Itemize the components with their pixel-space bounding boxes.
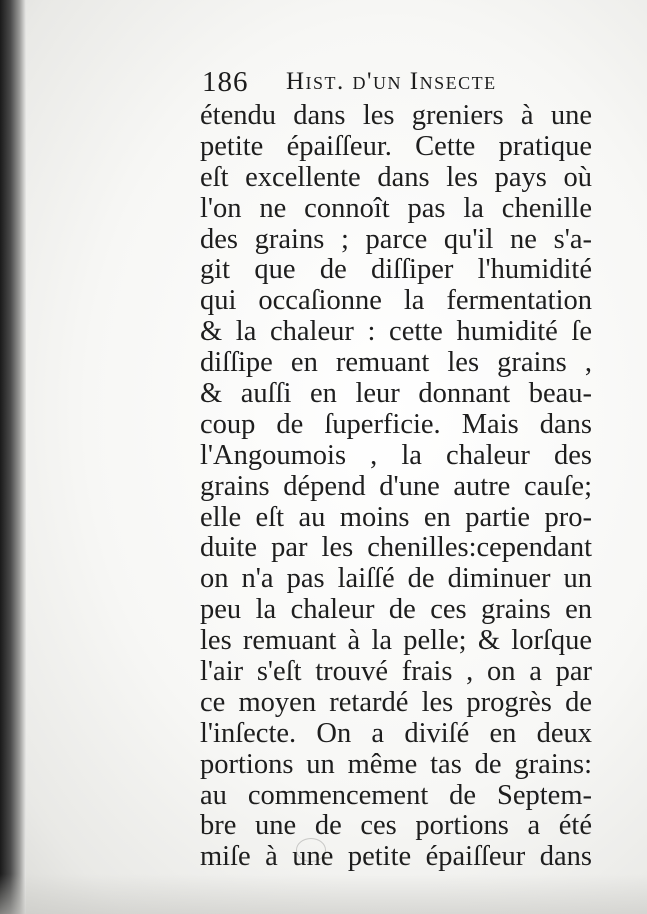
text-line: l'inſecte. On a diviſé en deux (200, 718, 592, 749)
text-line: grains dépend d'une autre cauſe; (200, 471, 592, 502)
text-line: ce moyen retardé les progrès de (200, 687, 592, 718)
text-line: l'Angoumois , la chaleur des (200, 440, 592, 471)
page-gutter-shadow (0, 0, 26, 914)
page-bottom-shade (0, 874, 647, 914)
text-line: bre une de ces portions a été (200, 811, 592, 842)
text-line: l'on ne connoît pas la chenille (200, 193, 592, 224)
text-line: les remuant à la pelle; & lorſque (200, 626, 592, 657)
text-line: qui occaſionne la fermentation (200, 286, 592, 317)
text-line: on n'a pas laiſſé de diminuer un (200, 564, 592, 595)
text-line: elle eſt au moins en partie pro- (200, 502, 592, 533)
text-line: miſe à une petite épaiſſeur dans (200, 842, 592, 873)
text-line: eſt excellente dans les pays où (200, 162, 592, 193)
text-line: git que de diſſiper l'humidité (200, 255, 592, 286)
text-line: & la chaleur : cette humidité ſe (200, 317, 592, 348)
running-head (202, 66, 602, 106)
text-line: peu la chaleur de ces grains en (200, 595, 592, 626)
text-line: l'air s'eſt trouvé frais , on a par (200, 657, 592, 688)
text-line: portions un même tas de grains: (200, 749, 592, 780)
text-line: coup de ſuperficie. Mais dans (200, 409, 592, 440)
text-line: étendu dans les greniers à une (200, 101, 592, 131)
text-line: au commencement de Septem- (200, 780, 592, 811)
text-line: duite par les chenilles:cependant (200, 533, 592, 564)
text-line: diſſipe en remuant les grains , (200, 348, 592, 379)
running-head-title: Hist. d'un Insecte (286, 68, 497, 95)
body-text (200, 101, 592, 873)
page-number: 186 (202, 66, 249, 98)
text-line: & auſſi en leur donnant beau- (200, 379, 592, 410)
text-line: petite épaiſſeur. Cette pratique (200, 131, 592, 162)
text-line: des grains ; parce qu'il ne s'a- (200, 224, 592, 255)
